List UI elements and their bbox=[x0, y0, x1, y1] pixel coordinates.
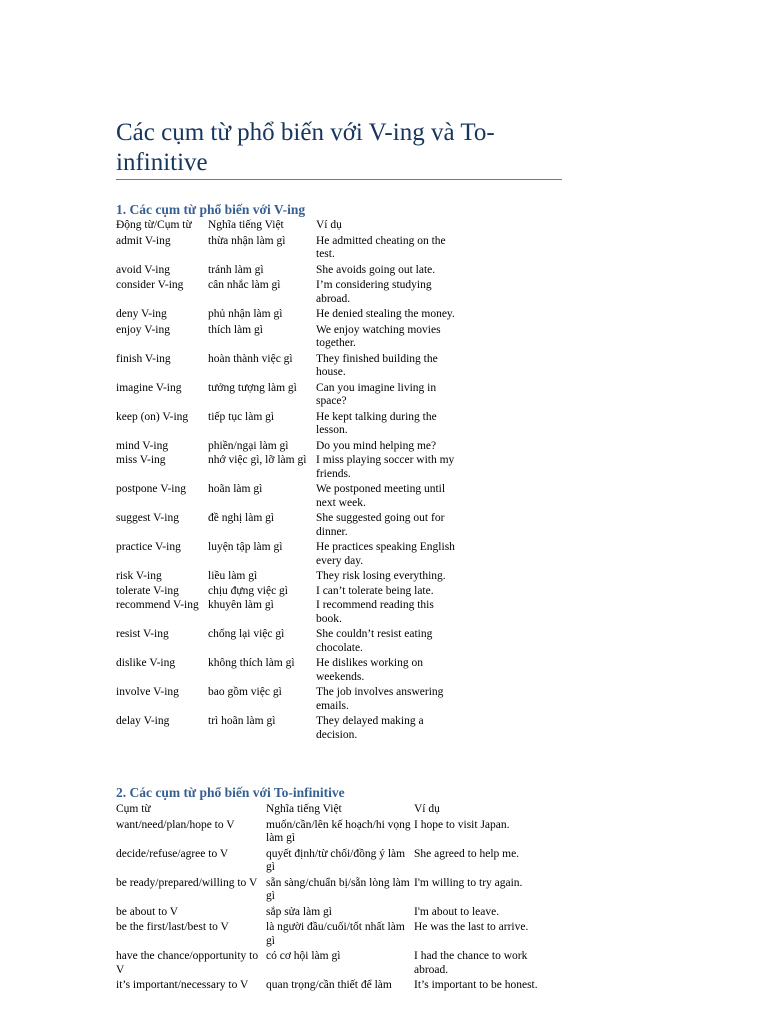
phrase-cell: dislike V-ing bbox=[116, 657, 176, 669]
document-title: Các cụm từ phổ biến với V-ing và To-infinitive bbox=[116, 119, 495, 176]
table-row bbox=[116, 351, 460, 380]
meaning-cell: chịu đựng việc gì bbox=[208, 584, 289, 597]
table-row bbox=[116, 919, 554, 948]
meaning-cell: phủ nhận làm gì bbox=[208, 308, 283, 320]
phrase-cell: avoid V-ing bbox=[116, 263, 170, 276]
phrase-cell: be ready/prepared/willing to V bbox=[116, 876, 258, 889]
to-infinitive-phrases-table bbox=[116, 803, 554, 993]
table-row bbox=[116, 584, 460, 599]
column-header: Nghĩa tiếng Việt bbox=[208, 219, 284, 231]
column-header: Ví dụ bbox=[414, 803, 440, 815]
meaning-cell: quyết định/từ chối/đồng ý làm gì bbox=[266, 847, 406, 873]
phrase-cell: deny V-ing bbox=[116, 308, 167, 320]
meaning-cell: không thích làm gì bbox=[208, 657, 295, 669]
column-header: Ví dụ bbox=[316, 219, 342, 231]
meaning-cell: luyện tập làm gì bbox=[208, 541, 283, 553]
table-header-row bbox=[116, 219, 460, 233]
phrase-cell: it’s important/necessary to V bbox=[116, 979, 249, 991]
column-header: Nghĩa tiếng Việt bbox=[266, 803, 342, 815]
phrase-cell: resist V-ing bbox=[116, 628, 169, 640]
meaning-cell: muốn/cần/lên kế hoạch/hi vọng làm gì bbox=[266, 818, 411, 844]
phrase-cell: have the chance/opportunity to V bbox=[116, 950, 259, 976]
meaning-cell: chống lại việc gì bbox=[208, 628, 285, 640]
example-cell: I’m considering studying abroad. bbox=[316, 279, 432, 305]
meaning-cell: thích làm gì bbox=[208, 323, 263, 336]
example-cell: I hope to visit Japan. bbox=[414, 818, 510, 831]
meaning-cell: đề nghị làm gì bbox=[208, 512, 275, 524]
table-row bbox=[116, 846, 554, 875]
phrase-cell: recommend V-ing bbox=[116, 599, 199, 611]
example-cell: She suggested going out for dinner. bbox=[316, 512, 445, 538]
table-row bbox=[116, 598, 460, 626]
phrase-cell: be the first/last/best to V bbox=[116, 921, 229, 933]
example-cell: He admitted cheating on the test. bbox=[316, 234, 446, 260]
phrase-cell: mind V-ing bbox=[116, 439, 169, 452]
table-row bbox=[116, 977, 554, 993]
table-row bbox=[116, 948, 554, 977]
table-row bbox=[116, 453, 460, 481]
meaning-cell: sắp sửa làm gì bbox=[266, 905, 332, 918]
table-row bbox=[116, 322, 460, 351]
phrase-cell: risk V-ing bbox=[116, 570, 162, 582]
meaning-cell: trì hoãn làm gì bbox=[208, 715, 276, 727]
phrase-cell: miss V-ing bbox=[116, 454, 166, 466]
example-cell: They delayed making a decision. bbox=[316, 715, 424, 741]
phrase-cell: want/need/plan/hope to V bbox=[116, 818, 235, 831]
table-row bbox=[116, 481, 460, 510]
table-row bbox=[116, 539, 460, 568]
table-row bbox=[116, 277, 460, 306]
meaning-cell: là người đầu/cuối/tốt nhất làm gì bbox=[266, 921, 405, 947]
ving-phrases-table bbox=[116, 219, 460, 742]
example-cell: I can’t tolerate being late. bbox=[316, 584, 434, 597]
meaning-cell: quan trọng/cần thiết để làm bbox=[266, 979, 392, 991]
title-divider bbox=[116, 179, 562, 180]
column-header: Cụm từ bbox=[116, 803, 151, 815]
meaning-cell: sẵn sàng/chuẩn bị/sẵn lòng làm gì bbox=[266, 876, 410, 902]
meaning-cell: tránh làm gì bbox=[208, 263, 264, 276]
phrase-cell: enjoy V-ing bbox=[116, 323, 170, 336]
table-row bbox=[116, 817, 554, 846]
table-row bbox=[116, 306, 460, 322]
phrase-cell: suggest V-ing bbox=[116, 512, 179, 524]
table-row bbox=[116, 713, 460, 742]
meaning-cell: tiếp tục làm gì bbox=[208, 410, 275, 423]
phrase-cell: decide/refuse/agree to V bbox=[116, 847, 229, 860]
table-row bbox=[116, 510, 460, 539]
meaning-cell: phiền/ngại làm gì bbox=[208, 439, 289, 452]
phrase-cell: admit V-ing bbox=[116, 234, 171, 247]
phrase-cell: delay V-ing bbox=[116, 715, 170, 727]
example-cell: He denied stealing the money. bbox=[316, 308, 455, 320]
example-cell: He kept talking during the lesson. bbox=[316, 410, 437, 436]
example-cell: They risk losing everything. bbox=[316, 570, 446, 582]
section2-heading: 2. Các cụm từ phổ biến với To-infinitive bbox=[116, 785, 345, 800]
phrase-cell: imagine V-ing bbox=[116, 381, 182, 394]
example-cell: He practices speaking English every day. bbox=[316, 541, 455, 567]
meaning-cell: hoàn thành việc gì bbox=[208, 352, 293, 365]
example-cell: Do you mind helping me? bbox=[316, 439, 437, 452]
example-cell: I recommend reading this book. bbox=[316, 599, 434, 625]
phrase-cell: practice V-ing bbox=[116, 541, 181, 553]
example-cell: Can you imagine living in space? bbox=[316, 381, 437, 407]
example-cell: He dislikes working on weekends. bbox=[316, 657, 424, 683]
phrase-cell: involve V-ing bbox=[116, 686, 179, 698]
meaning-cell: tưởng tượng làm gì bbox=[208, 381, 297, 394]
table-row bbox=[116, 904, 554, 920]
meaning-cell: hoãn làm gì bbox=[208, 483, 263, 495]
phrase-cell: postpone V-ing bbox=[116, 483, 186, 495]
example-cell: I had the chance to work abroad. bbox=[414, 950, 528, 976]
meaning-cell: nhớ việc gì, lỡ làm gì bbox=[208, 454, 307, 466]
meaning-cell: có cơ hội làm gì bbox=[266, 950, 341, 962]
example-cell: We postponed meeting until next week. bbox=[316, 483, 446, 509]
example-cell: I'm willing to try again. bbox=[414, 876, 523, 889]
meaning-cell: khuyên làm gì bbox=[208, 599, 274, 611]
example-cell: She avoids going out late. bbox=[316, 263, 436, 276]
meaning-cell: liều làm gì bbox=[208, 570, 258, 582]
table-row bbox=[116, 233, 460, 262]
table-row bbox=[116, 438, 460, 454]
meaning-cell: bao gồm việc gì bbox=[208, 686, 282, 698]
example-cell: The job involves answering emails. bbox=[316, 686, 444, 712]
table-header-row bbox=[116, 803, 554, 817]
example-cell: She couldn’t resist eating chocolate. bbox=[316, 628, 433, 654]
example-cell: I'm about to leave. bbox=[414, 905, 500, 918]
example-cell: It’s important to be honest. bbox=[414, 979, 538, 991]
example-cell: He was the last to arrive. bbox=[414, 921, 529, 933]
section1-heading: 1. Các cụm từ phổ biến với V-ing bbox=[116, 202, 306, 217]
table-row bbox=[116, 380, 460, 409]
phrase-cell: keep (on) V-ing bbox=[116, 410, 189, 423]
phrase-cell: finish V-ing bbox=[116, 352, 171, 365]
phrase-cell: consider V-ing bbox=[116, 279, 184, 291]
example-cell: She agreed to help me. bbox=[414, 847, 520, 860]
table-row bbox=[116, 684, 460, 713]
example-cell: We enjoy watching movies together. bbox=[316, 323, 441, 349]
meaning-cell: thừa nhận làm gì bbox=[208, 234, 286, 247]
meaning-cell: cân nhắc làm gì bbox=[208, 279, 281, 291]
column-header: Động từ/Cụm từ bbox=[116, 219, 192, 231]
table-row bbox=[116, 655, 460, 684]
table-row bbox=[116, 262, 460, 278]
example-cell: They finished building the house. bbox=[316, 352, 438, 378]
table-row bbox=[116, 626, 460, 655]
phrase-cell: be about to V bbox=[116, 905, 179, 918]
table-row bbox=[116, 568, 460, 584]
table-row bbox=[116, 875, 554, 904]
phrase-cell: tolerate V-ing bbox=[116, 584, 179, 597]
table-row bbox=[116, 409, 460, 438]
example-cell: I miss playing soccer with my friends. bbox=[316, 454, 455, 480]
